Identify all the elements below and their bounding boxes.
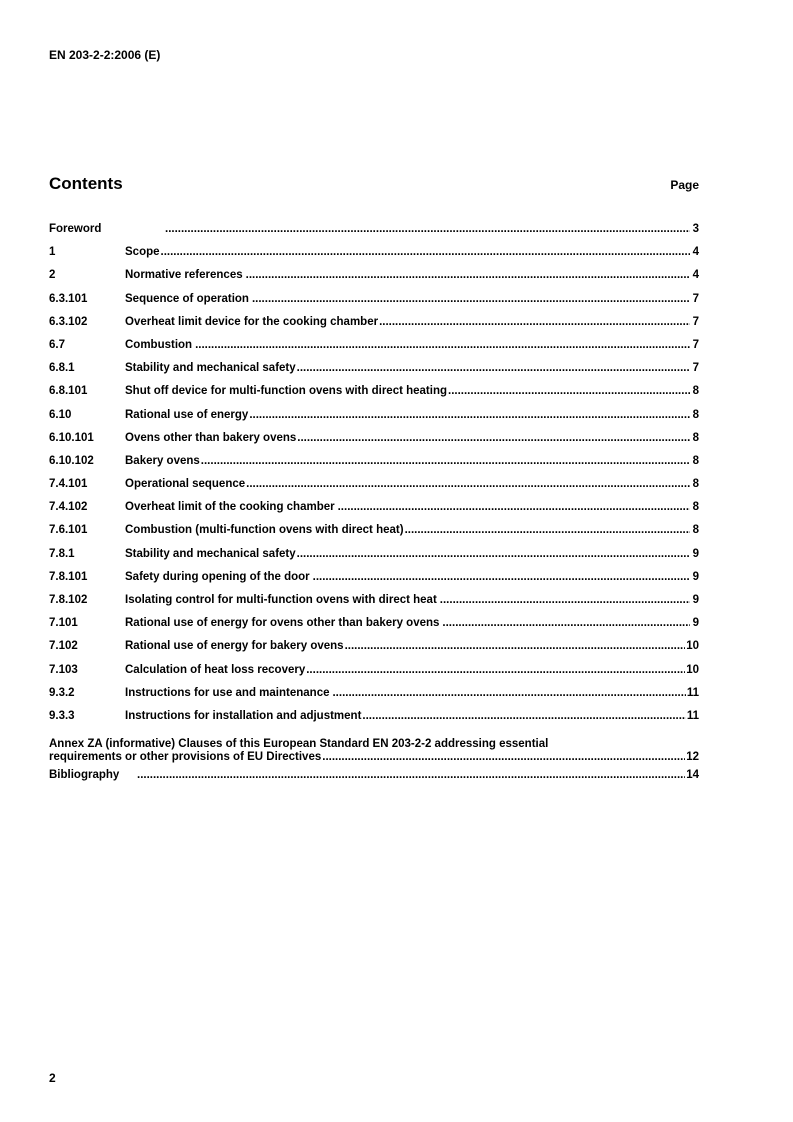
toc-leader-dots: [195, 339, 690, 351]
toc-entry-page: 7: [692, 338, 699, 351]
toc-entry-7-102[interactable]: [49, 640, 699, 663]
toc-entry-6-10[interactable]: [49, 409, 699, 432]
toc-entry-number: 6.3.102: [49, 315, 88, 328]
toc-entry-title: Rational use of energy for ovens other than bakery ovens: [125, 617, 440, 630]
toc-leader-dots: [249, 409, 690, 421]
toc-entry-page: 7: [692, 292, 699, 305]
toc-leader-dots: [313, 571, 690, 583]
toc-entry-foreword[interactable]: [49, 223, 699, 246]
toc-leader-dots: [338, 501, 690, 513]
toc-entry-number: 9.3.2: [49, 686, 75, 699]
toc-entry-page: 8: [692, 385, 699, 398]
toc-entry-page: 10: [686, 663, 699, 676]
toc-entry-number: 6.8.1: [49, 362, 75, 375]
toc-entry-number: 7.8.101: [49, 570, 88, 583]
toc-entry-page: 4: [692, 246, 699, 259]
toc-entry-number: 6.10: [49, 408, 72, 421]
toc-leader-dots: [379, 316, 690, 328]
toc-entry-number: 7.102: [49, 640, 78, 653]
toc-entry-number: 7.8.1: [49, 547, 75, 560]
toc-entry-title: Bakery ovens: [125, 454, 200, 467]
toc-entry-title: Safety during opening of the door: [125, 570, 310, 583]
toc-entry-title: Instructions for use and maintenance: [125, 686, 330, 699]
toc-leader-dots: [201, 455, 690, 467]
toc-leader-dots: [246, 269, 690, 281]
toc-leader-dots: [322, 751, 685, 764]
toc-leader-dots: [306, 664, 685, 676]
toc-entry-7-101[interactable]: [49, 617, 699, 640]
toc-leader-dots: [332, 687, 685, 699]
toc-annex-title-line2: requirements or other provisions of EU Directives: [49, 751, 322, 764]
toc-entry-number: 7.103: [49, 663, 78, 676]
page-column-heading: Page: [670, 178, 699, 192]
toc-leader-dots: [252, 293, 690, 305]
toc-leader-dots: [297, 432, 690, 444]
toc-entry-title: Rational use of energy: [125, 408, 249, 421]
toc-entry-number: 1: [49, 246, 56, 259]
toc-annex-title-line1: Annex ZA (informative) Clauses of this European Standard EN 203-2-2 addressing essential: [49, 738, 549, 751]
toc-entry-page: 4: [692, 269, 699, 282]
toc-entry-page: 7: [692, 362, 699, 375]
toc-entry-title: Operational sequence: [125, 478, 246, 491]
toc-entry-page: 8: [692, 501, 699, 514]
toc-entry-page: 11: [686, 686, 699, 699]
toc-entry-title: Overheat limit device for the cooking chamber: [125, 315, 379, 328]
toc-entry-title: Instructions for installation and adjustment: [125, 709, 362, 722]
toc-entry-title: Isolating control for multi-function ovens with direct heat: [125, 594, 437, 606]
toc-entry-page: 8: [692, 431, 699, 444]
toc-leader-dots: [405, 524, 690, 536]
toc-entry-annex-za[interactable]: [49, 733, 699, 767]
toc-entry-7-8-101[interactable]: [49, 571, 699, 594]
toc-entry-9-3-2[interactable]: [49, 687, 699, 710]
toc-entry-page: 3: [692, 223, 699, 235]
toc-entry-9-3-3[interactable]: [49, 710, 699, 733]
toc-entry-number: 7.101: [49, 617, 78, 630]
toc-entry-number: 7.8.102: [49, 594, 88, 606]
toc-entry-title: Scope: [125, 246, 160, 259]
toc-leader-dots: [137, 769, 685, 781]
toc-leader-dots: [165, 223, 690, 235]
toc-entry-title: Combustion (multi-function ovens with direct heat): [125, 524, 404, 537]
toc-entry-title: Rational use of energy for bakery ovens: [125, 640, 344, 653]
toc-entry-page: 9: [692, 617, 699, 630]
toc-leader-dots: [362, 710, 685, 722]
toc-entry-title: Stability and mechanical safety: [125, 362, 296, 375]
contents-heading: Contents: [49, 174, 123, 193]
toc-entry-page: 9: [692, 570, 699, 583]
toc-entry-7-4-102[interactable]: [49, 501, 699, 524]
toc-entry-title: Sequence of operation: [125, 292, 249, 305]
toc-entry-6-3-102[interactable]: [49, 316, 699, 339]
toc-leader-dots: [442, 617, 690, 629]
toc-entry-title: Shut off device for multi-function ovens with direct heating: [125, 385, 448, 398]
toc-entry-page: 8: [692, 454, 699, 467]
toc-entry-number: 6.10.101: [49, 431, 94, 444]
toc-entry-7-4-101[interactable]: [49, 478, 699, 501]
toc-entry-page: 7: [692, 315, 699, 328]
toc-entry-page: 9: [692, 547, 699, 560]
toc-entry-title: Stability and mechanical safety: [125, 547, 296, 560]
page-number: 2: [49, 1071, 56, 1085]
toc-entry-1[interactable]: [49, 246, 699, 269]
toc-entry-6-8-101[interactable]: [49, 385, 699, 408]
toc-annex-title-line2-row: [49, 751, 699, 764]
toc-entry-title: Combustion: [125, 338, 193, 351]
toc-entry-7-103[interactable]: [49, 664, 699, 687]
toc-leader-dots: [345, 640, 686, 652]
toc-entry-page: 14: [686, 769, 699, 782]
toc-entry-number: 6.8.101: [49, 385, 88, 398]
toc-entry-number: 6.3.101: [49, 292, 88, 305]
toc-entry-number: 7.4.101: [49, 478, 88, 491]
toc-entry-7-8-102[interactable]: [49, 594, 699, 617]
toc-entry-title: Overheat limit of the cooking chamber: [125, 501, 335, 514]
toc-entry-page: 9: [692, 594, 699, 606]
toc-leader-dots: [161, 246, 690, 258]
toc-entry-number: Foreword: [49, 223, 102, 235]
toc-leader-dots: [448, 385, 690, 397]
toc-entry-6-8-1[interactable]: [49, 362, 699, 385]
toc-entry-6-3-101[interactable]: [49, 293, 699, 316]
toc-entry-7-8-1[interactable]: [49, 548, 699, 571]
toc-entry-page: 11: [686, 709, 699, 722]
toc-entry-number: 6.10.102: [49, 454, 94, 467]
toc-entry-6-10-101[interactable]: [49, 432, 699, 455]
toc-entry-number: 9.3.3: [49, 709, 75, 722]
toc-entry-page: 8: [692, 478, 699, 491]
toc-entry-6-7[interactable]: [49, 339, 699, 362]
toc-entry-page: 12: [686, 751, 699, 764]
toc-entry-page: 10: [686, 640, 699, 653]
toc-entry-page: 8: [692, 524, 699, 537]
toc-leader-dots: [297, 548, 690, 560]
toc-entry-6-10-102[interactable]: [49, 455, 699, 478]
toc-entry-title: Ovens other than bakery ovens: [125, 431, 297, 444]
toc-leader-dots: [440, 594, 690, 606]
toc-entry-number: 6.7: [49, 338, 65, 351]
toc-entry-bibliography[interactable]: [49, 769, 699, 792]
toc-entry-7-6-101[interactable]: [49, 524, 699, 547]
toc-entry-page: 8: [692, 408, 699, 421]
document-id: EN 203-2-2:2006 (E): [49, 48, 161, 62]
toc-entry-number: 7.6.101: [49, 524, 88, 537]
toc-leader-dots: [246, 478, 690, 490]
toc-entry-2[interactable]: [49, 269, 699, 292]
table-of-contents: [49, 223, 699, 792]
toc-leader-dots: [297, 362, 690, 374]
toc-entry-number: 7.4.102: [49, 501, 88, 514]
toc-entry-number: Bibliography: [49, 769, 120, 782]
toc-entry-title: Calculation of heat loss recovery: [125, 663, 306, 676]
toc-entry-title: Normative references: [125, 269, 243, 282]
toc-entry-number: 2: [49, 269, 56, 282]
